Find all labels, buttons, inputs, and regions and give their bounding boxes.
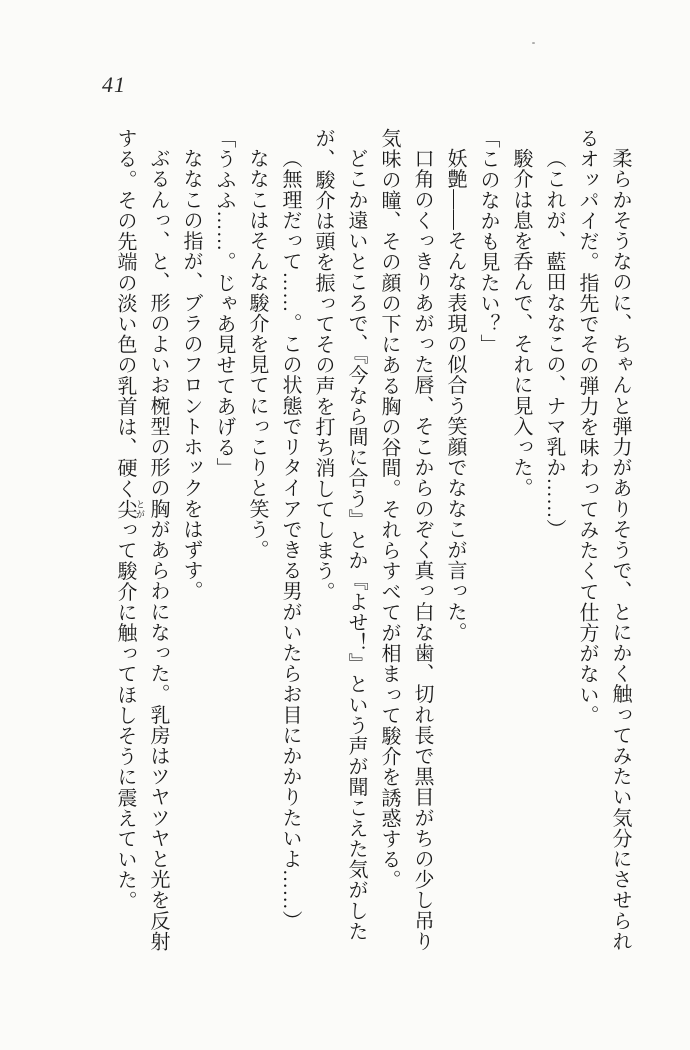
paragraph: 「このなかも見たい？」 xyxy=(477,128,499,355)
paragraph: （これが、藍田ななこの、ナマ乳か……） xyxy=(543,148,565,540)
paragraph: 駿介は息を呑んで、それに見入った。 xyxy=(510,148,532,499)
paragraph: ぶるんっ、と、形のよいお椀型の形の胸があらわになった。乳房はツヤツヤと光を反射する。その先端の淡い色の乳首は、硬く尖 とがって駿介に触ってほしそうに震えていた。 xyxy=(114,128,169,952)
body-text xyxy=(108,128,636,954)
paragraph: 「うふふ……。じゃあ見せてあげる」 xyxy=(213,128,235,479)
paragraph: （無理だって……。この状態でリタイアできる男がいたらお目にかかりたいよ……） xyxy=(279,148,301,931)
page-number: 41 xyxy=(102,72,126,97)
paragraph: ななこはそんな駿介を見てにっこりと笑う。 xyxy=(246,148,268,560)
paragraph: 妖艶――そんな表現の似合う笑顔でななこが言った。 xyxy=(444,148,466,643)
paragraph: ななこの指が、ブラのフロントホックをはずす。 xyxy=(180,148,202,602)
paragraph: どこか遠いところで、『今なら間に合う』とか『よせ！』という声が聞こえた気がしたが、駿介は頭を振ってその声を打ち消してしまう。 xyxy=(312,128,367,942)
dust-speck xyxy=(532,42,535,44)
paragraph: 柔らかそうなのに、ちゃんと弾力がありそうで、とにかく触ってみたい気分にさせられるオッパイだ。指先でその弾力を味わってみたくて仕方がない。 xyxy=(576,128,631,952)
paragraph: 口角のくっきりあがった唇、そこからのぞく真っ白な歯、切れ長で黒目がちの少し吊り気味の瞳、その顔の下にある胸の谷間。それらすべてが相まって駿介を誘惑する。 xyxy=(378,128,433,952)
